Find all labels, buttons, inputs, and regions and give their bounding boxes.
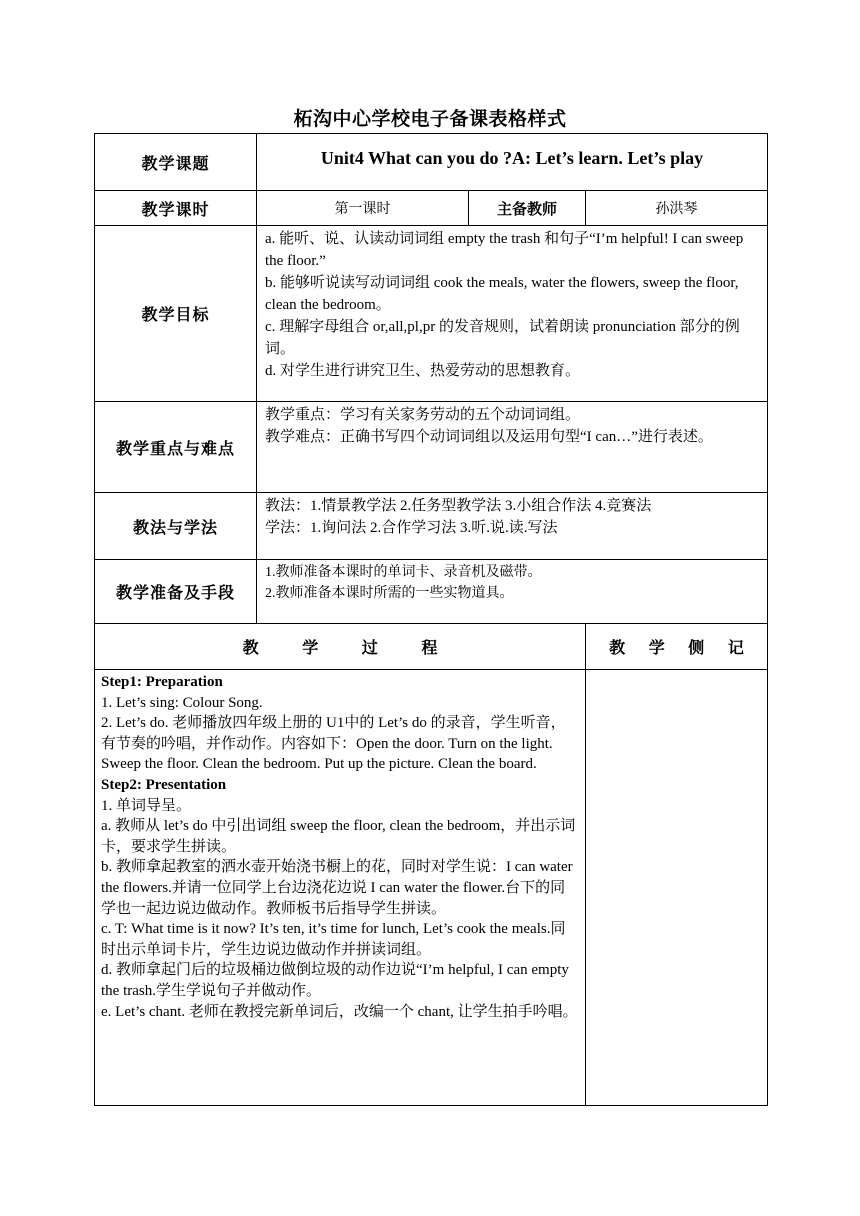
process-header-row (95, 624, 768, 670)
learning-methods: 学法：1.询问法 2.合作学习法 3.听.说.读.写法 (265, 520, 558, 536)
key-points-label: 教学重点与难点 (95, 402, 257, 493)
process-line: d. 教师拿起门后的垃圾桶边做倒垃圾的动作边说“I’m helpful, I can empty the trash.学生学说句子并做动作。 (101, 962, 569, 999)
goals-content (257, 226, 768, 402)
process-line: 2. Let’s do. 老师播放四年级上册的 U1中的 Let’s do 的录音，学生听音，有节奏的吟唱，并作动作。内容如下：Open the door. Turn on the light. Sweep the floor. Clean the bedroom. Put up the picture. Clean the board. (101, 715, 566, 773)
methods-row (95, 493, 768, 560)
page-title: 柘沟中心学校电子备课表格样式 (293, 108, 567, 130)
goal-c: c. 理解字母组合 or,all,pl,pr 的发音规则，试着朗读 pronunciation 部分的例词。 (265, 319, 740, 357)
prep-label: 教学准备及手段 (95, 560, 257, 624)
process-content-row (95, 670, 768, 1106)
key-points-row (95, 402, 768, 493)
prep-row (95, 560, 768, 624)
prep-item-1: 1.教师准备本课时的单词卡、录音机及磁带。 (265, 565, 542, 580)
key-point: 教学重点：学习有关家务劳动的五个动词词组。 (265, 407, 581, 423)
goal-b: b. 能够听说读写动词词组 cook the meals, water the flowers, sweep the floor, clean the bedroom。 (265, 275, 739, 313)
period-row (95, 191, 768, 226)
topic-label: 教学课题 (95, 134, 257, 191)
process-header: 教 学 过 程 (95, 624, 586, 670)
methods-label: 教法与学法 (95, 493, 257, 560)
process-line: 1. Let’s sing: Colour Song. (101, 694, 263, 711)
process-line: b. 教师拿起教室的洒水壶开始浇书橱上的花，同时对学生说：I can water the flowers.并请一位同学上台边浇花边说 I can water the flower.台下的同学也一起边说边做动作。教师板书后指导学生拼读。 (101, 859, 573, 917)
lesson-plan-table (94, 133, 768, 1106)
teacher-label: 主备教师 (469, 191, 586, 226)
process-content (95, 670, 586, 1106)
step2-heading: Step2: Presentation (101, 776, 227, 793)
process-line: e. Let’s chant. 老师在教授完新单词后，改编一个 chant, 让学生拍手吟唱。 (101, 1003, 578, 1020)
key-points-content (257, 402, 768, 493)
period-value: 第一课时 (257, 191, 469, 226)
teaching-methods: 教法：1.情景教学法 2.任务型教学法 3.小组合作法 4.竞赛法 (265, 498, 652, 514)
goals-row (95, 226, 768, 402)
goal-d: d. 对学生进行讲究卫生、热爱劳动的思想教育。 (265, 363, 581, 379)
goals-label: 教学目标 (95, 226, 257, 402)
process-line: a. 教师从 let’s do 中引出词组 sweep the floor, clean the bedroom，并出示词卡，要求学生拼读。 (101, 818, 576, 855)
teacher-name: 孙洪琴 (586, 191, 768, 226)
prep-item-2: 2.教师准备本课时所需的一些实物道具。 (265, 586, 514, 601)
period-label: 教学课时 (95, 191, 257, 226)
process-line: 1. 单词导呈。 (101, 797, 192, 814)
methods-content (257, 493, 768, 560)
difficult-point: 教学难点：正确书写四个动词词组以及运用句型“I can…”进行表述。 (265, 429, 713, 445)
process-line: c. T: What time is it now? It’s ten, it’s time for lunch, Let’s cook the meals.同时出示单词卡片，学生边说边做动作并拼读词组。 (101, 921, 566, 958)
prep-content (257, 560, 768, 624)
topic-row (95, 134, 768, 191)
side-notes-cell (586, 670, 768, 1106)
side-notes-header: 教 学 侧 记 (586, 624, 768, 670)
goal-a: a. 能听、说、认读动词词组 empty the trash 和句子“I’m helpful! I can sweep the floor.” (265, 231, 744, 269)
step1-heading: Step1: Preparation (101, 674, 223, 690)
topic-value: Unit4 What can you do ?A: Let’s learn. Let’s play (257, 134, 768, 191)
